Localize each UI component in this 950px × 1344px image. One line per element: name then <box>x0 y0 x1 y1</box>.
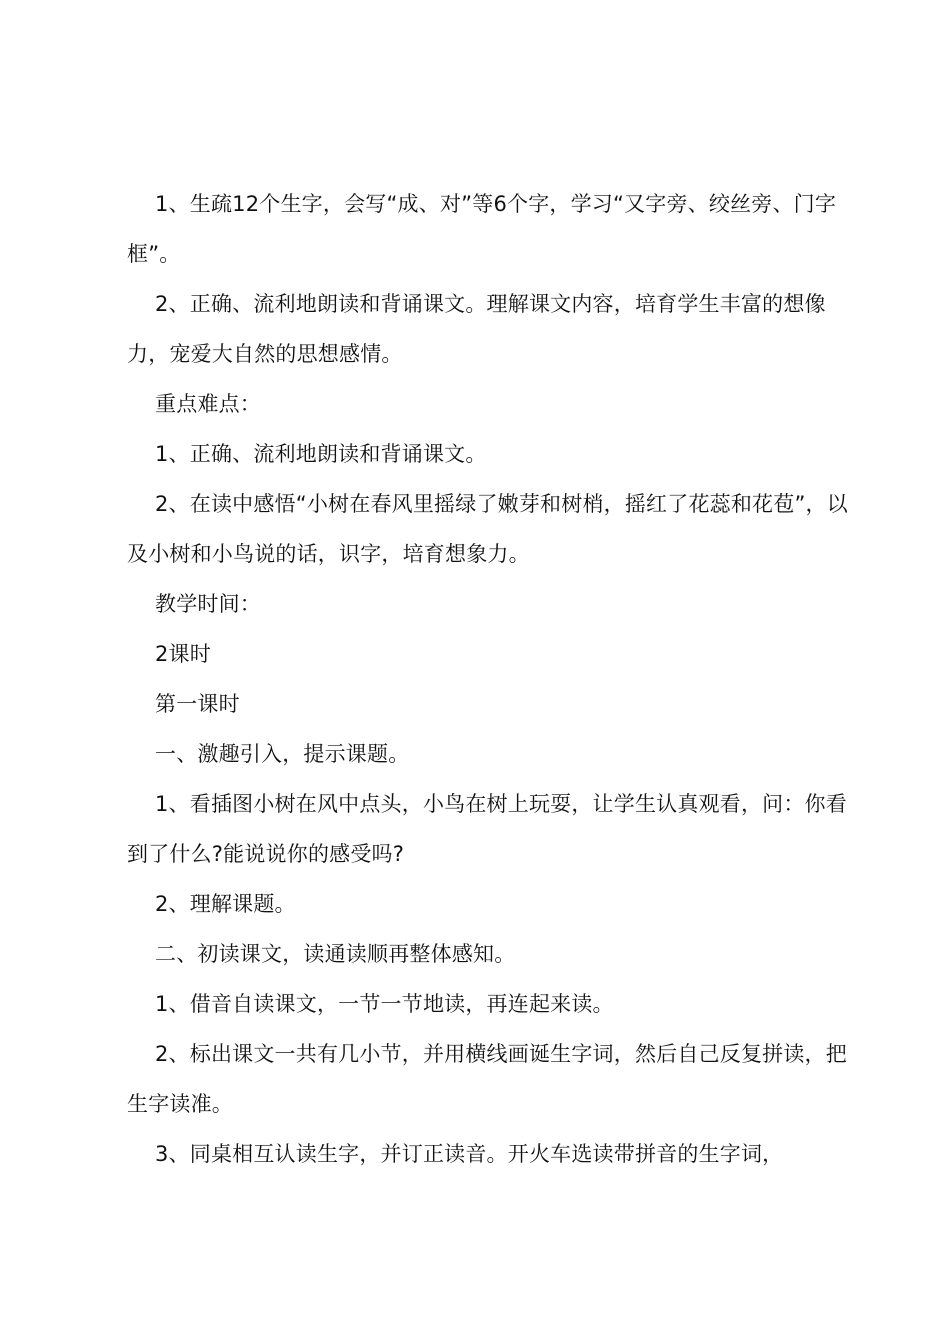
paragraph-step-self-reading: 1、借音自读课文，一节一节地读，再连起来读。 <box>155 992 614 1016</box>
paragraph-key-point-1: 1、正确、流利地朗读和背诵课文。 <box>155 442 487 466</box>
section-heading-introduction: 一、激趣引入，提示课题。 <box>155 742 410 766</box>
heading-teaching-time: 教学时间： <box>155 592 261 616</box>
paragraph-objective-1: 1、生疏12个生字，会写“成、对”等6个字，学习“又字旁、绞丝旁、门字框”。 <box>127 192 837 266</box>
paragraph-key-point-2: 2、在读中感悟“小树在春风里摇绿了嫩芽和树梢，摇红了花蕊和花苞”，以及小树和小鸟说的话，识字，培育想象力。 <box>127 492 848 566</box>
heading-key-points: 重点难点： <box>155 392 261 416</box>
paragraph-step-peer-reading: 3、同桌相互认读生字，并订正读音。开火车选读带拼音的生字词， <box>155 1142 784 1166</box>
document-body <box>127 179 857 1179</box>
paragraph-step-understand-title: 2、理解课题。 <box>155 892 296 916</box>
paragraph-step-observe: 1、看插图小树在风中点头，小鸟在树上玩耍，让学生认真观看，问：你看到了什么?能说说你的感受吗? <box>127 792 847 866</box>
section-heading-first-reading: 二、初读课文，读通读顺再整体感知。 <box>155 942 516 966</box>
paragraph-objective-2: 2、正确、流利地朗读和背诵课文。理解课文内容，培育学生丰富的想像力，宠爱大自然的思想感情。 <box>127 292 826 366</box>
paragraph-lesson-count: 2课时 <box>155 642 211 666</box>
paragraph-step-mark-sections: 2、标出课文一共有几小节，并用横线画诞生字词，然后自己反复拼读，把生字读准。 <box>127 1042 847 1116</box>
heading-first-lesson: 第一课时 <box>155 692 240 716</box>
